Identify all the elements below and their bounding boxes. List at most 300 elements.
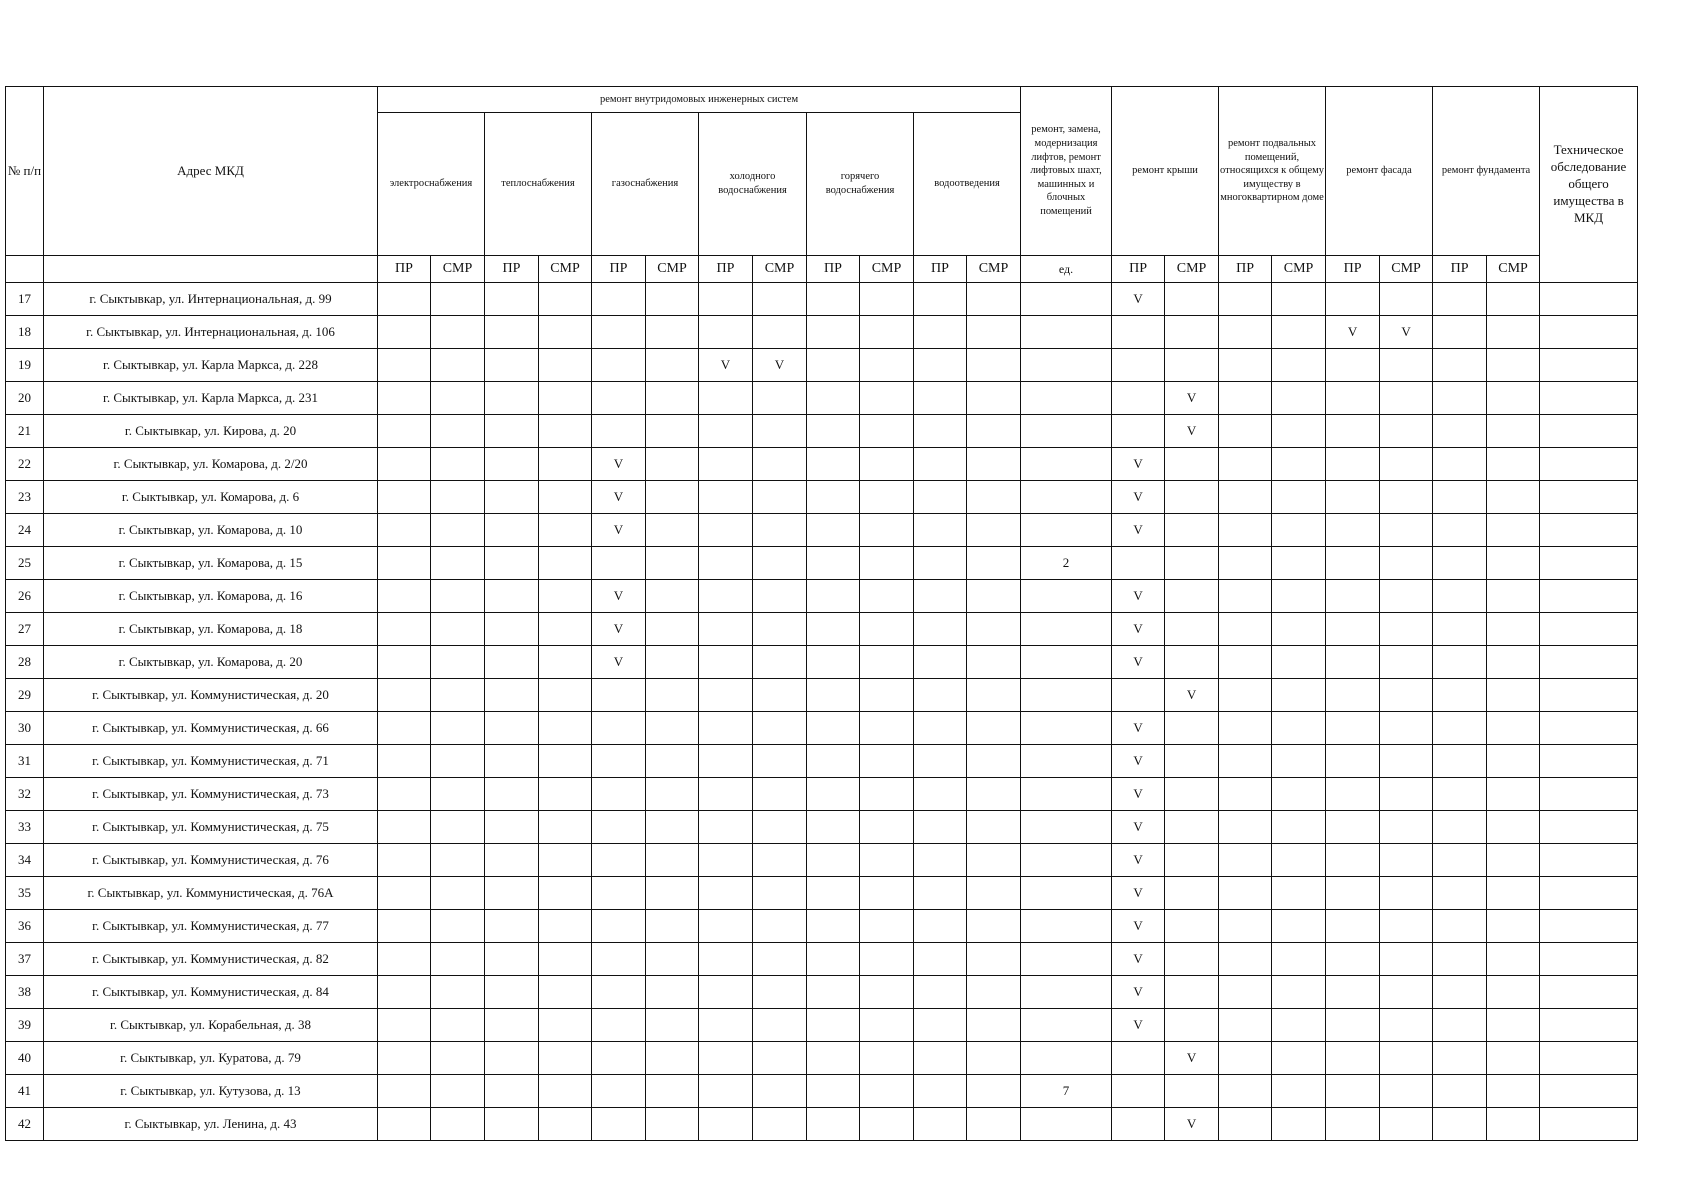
table-row — [6, 679, 1638, 712]
cell-cold-pr — [699, 679, 753, 712]
cell-heat-smr — [539, 646, 592, 679]
cell-el-pr — [378, 547, 431, 580]
cell-found-pr — [1433, 481, 1487, 514]
cell-found-pr — [1433, 1009, 1487, 1042]
cell-facade-smr — [1380, 778, 1433, 811]
cell-cold-pr — [699, 316, 753, 349]
row-address: г. Сыктывкар, ул. Комарова, д. 2/20 — [44, 448, 378, 481]
cell-lift — [1021, 745, 1112, 778]
cell-el-smr — [431, 910, 485, 943]
cell-hot-pr — [807, 679, 860, 712]
cell-gas-smr — [646, 481, 699, 514]
cell-lift — [1021, 481, 1112, 514]
cell-facade-smr — [1380, 646, 1433, 679]
cell-cold-smr — [753, 745, 807, 778]
cell-el-pr — [378, 910, 431, 943]
cell-el-pr — [378, 415, 431, 448]
cell-found-pr — [1433, 415, 1487, 448]
row-number: 19 — [6, 349, 44, 382]
cell-heat-smr — [539, 712, 592, 745]
subheader-facade-pr: ПР — [1326, 256, 1380, 283]
cell-found-pr — [1433, 778, 1487, 811]
cell-facade-smr — [1380, 877, 1433, 910]
cell-heat-smr — [539, 745, 592, 778]
cell-survey — [1540, 943, 1638, 976]
cell-cold-pr — [699, 283, 753, 316]
cell-heat-smr — [539, 349, 592, 382]
cell-roof-pr: V — [1112, 844, 1165, 877]
cell-facade-smr — [1380, 514, 1433, 547]
cell-roof-pr — [1112, 382, 1165, 415]
cell-drain-smr — [967, 943, 1021, 976]
cell-hot-smr — [860, 910, 914, 943]
cell-facade-pr — [1326, 613, 1380, 646]
subheader-drainage-smr: СМР — [967, 256, 1021, 283]
cell-roof-smr — [1165, 1009, 1219, 1042]
row-number: 33 — [6, 811, 44, 844]
cell-el-pr — [378, 778, 431, 811]
cell-heat-smr — [539, 1042, 592, 1075]
row-address: г. Сыктывкар, ул. Комарова, д. 6 — [44, 481, 378, 514]
cell-drain-pr — [914, 646, 967, 679]
cell-el-pr — [378, 1042, 431, 1075]
cell-el-smr — [431, 811, 485, 844]
cell-found-pr — [1433, 316, 1487, 349]
row-number: 18 — [6, 316, 44, 349]
subheader-hot-water-pr: ПР — [807, 256, 860, 283]
row-address: г. Сыктывкар, ул. Коммунистическая, д. 82 — [44, 943, 378, 976]
cell-drain-smr — [967, 481, 1021, 514]
cell-cold-pr — [699, 778, 753, 811]
cell-heat-smr — [539, 382, 592, 415]
cell-cold-pr — [699, 1009, 753, 1042]
subheader-roof-pr: ПР — [1112, 256, 1165, 283]
row-address: г. Сыктывкар, ул. Комарова, д. 10 — [44, 514, 378, 547]
cell-roof-smr — [1165, 349, 1219, 382]
cell-drain-smr — [967, 448, 1021, 481]
cell-heat-smr — [539, 1075, 592, 1108]
cell-gas-smr — [646, 943, 699, 976]
header-address: Адрес МКД — [44, 87, 378, 256]
cell-gas-pr — [592, 811, 646, 844]
cell-gas-pr: V — [592, 448, 646, 481]
cell-base-smr — [1272, 976, 1326, 1009]
cell-survey — [1540, 382, 1638, 415]
cell-found-pr — [1433, 745, 1487, 778]
cell-drain-pr — [914, 778, 967, 811]
cell-base-smr — [1272, 943, 1326, 976]
row-number: 42 — [6, 1108, 44, 1141]
cell-heat-smr — [539, 547, 592, 580]
cell-facade-smr — [1380, 580, 1433, 613]
header-num: № п/п — [6, 87, 44, 256]
cell-hot-smr — [860, 1075, 914, 1108]
cell-el-smr — [431, 415, 485, 448]
cell-survey — [1540, 1108, 1638, 1141]
cell-cold-smr — [753, 514, 807, 547]
cell-base-pr — [1219, 844, 1272, 877]
cell-lift — [1021, 844, 1112, 877]
subheader-foundation-pr: ПР — [1433, 256, 1487, 283]
cell-cold-smr — [753, 1009, 807, 1042]
cell-base-smr — [1272, 481, 1326, 514]
cell-el-pr — [378, 283, 431, 316]
subheader-hot-water-smr: СМР — [860, 256, 914, 283]
row-address: г. Сыктывкар, ул. Коммунистическая, д. 66 — [44, 712, 378, 745]
cell-survey — [1540, 778, 1638, 811]
cell-heat-pr — [485, 844, 539, 877]
cell-hot-smr — [860, 844, 914, 877]
cell-drain-pr — [914, 1042, 967, 1075]
cell-cold-smr — [753, 382, 807, 415]
cell-found-pr — [1433, 679, 1487, 712]
cell-base-smr — [1272, 349, 1326, 382]
cell-found-smr — [1487, 877, 1540, 910]
cell-hot-pr — [807, 382, 860, 415]
row-address: г. Сыктывкар, ул. Карла Маркса, д. 228 — [44, 349, 378, 382]
cell-base-smr — [1272, 679, 1326, 712]
cell-hot-pr — [807, 283, 860, 316]
cell-cold-smr: V — [753, 349, 807, 382]
cell-hot-smr — [860, 283, 914, 316]
cell-found-pr — [1433, 910, 1487, 943]
cell-facade-smr — [1380, 1075, 1433, 1108]
cell-el-pr — [378, 976, 431, 1009]
row-number: 41 — [6, 1075, 44, 1108]
cell-roof-smr — [1165, 316, 1219, 349]
cell-survey — [1540, 712, 1638, 745]
cell-found-smr — [1487, 283, 1540, 316]
cell-drain-smr — [967, 613, 1021, 646]
table-row — [6, 1009, 1638, 1042]
cell-base-smr — [1272, 745, 1326, 778]
cell-hot-pr — [807, 976, 860, 1009]
cell-facade-pr — [1326, 976, 1380, 1009]
cell-facade-smr — [1380, 745, 1433, 778]
cell-roof-smr — [1165, 547, 1219, 580]
cell-base-smr — [1272, 514, 1326, 547]
cell-hot-pr — [807, 778, 860, 811]
cell-survey — [1540, 877, 1638, 910]
cell-facade-smr — [1380, 712, 1433, 745]
cell-roof-pr: V — [1112, 514, 1165, 547]
subheader-gas-pr: ПР — [592, 256, 646, 283]
cell-survey — [1540, 613, 1638, 646]
cell-facade-pr — [1326, 1075, 1380, 1108]
cell-facade-pr — [1326, 778, 1380, 811]
cell-gas-smr — [646, 613, 699, 646]
cell-el-smr — [431, 514, 485, 547]
cell-gas-pr — [592, 415, 646, 448]
row-number: 23 — [6, 481, 44, 514]
cell-lift — [1021, 811, 1112, 844]
cell-cold-smr — [753, 679, 807, 712]
cell-el-smr — [431, 976, 485, 1009]
cell-base-smr — [1272, 1075, 1326, 1108]
cell-base-pr — [1219, 316, 1272, 349]
cell-drain-smr — [967, 745, 1021, 778]
row-address: г. Сыктывкар, ул. Комарова, д. 16 — [44, 580, 378, 613]
table-row — [6, 943, 1638, 976]
cell-el-smr — [431, 349, 485, 382]
cell-el-pr — [378, 448, 431, 481]
row-number: 17 — [6, 283, 44, 316]
cell-lift — [1021, 514, 1112, 547]
cell-facade-pr — [1326, 646, 1380, 679]
cell-cold-smr — [753, 811, 807, 844]
cell-roof-smr — [1165, 646, 1219, 679]
cell-gas-pr — [592, 1075, 646, 1108]
cell-gas-pr — [592, 910, 646, 943]
cell-el-pr — [378, 646, 431, 679]
cell-gas-smr — [646, 547, 699, 580]
cell-facade-pr — [1326, 679, 1380, 712]
cell-drain-smr — [967, 1042, 1021, 1075]
cell-gas-smr — [646, 778, 699, 811]
cell-cold-pr — [699, 646, 753, 679]
cell-base-smr — [1272, 1009, 1326, 1042]
cell-facade-smr — [1380, 1042, 1433, 1075]
cell-gas-pr — [592, 1009, 646, 1042]
cell-cold-pr — [699, 745, 753, 778]
cell-drain-pr — [914, 613, 967, 646]
cell-lift — [1021, 976, 1112, 1009]
cell-el-pr — [378, 1108, 431, 1141]
cell-el-smr — [431, 745, 485, 778]
cell-el-pr — [378, 745, 431, 778]
cell-lift — [1021, 382, 1112, 415]
cell-facade-pr — [1326, 877, 1380, 910]
subheader-basement-pr: ПР — [1219, 256, 1272, 283]
header-drainage: водоотведения — [914, 113, 1021, 256]
cell-base-pr — [1219, 382, 1272, 415]
cell-survey — [1540, 646, 1638, 679]
subheader-electricity-pr: ПР — [378, 256, 431, 283]
row-address: г. Сыктывкар, ул. Коммунистическая, д. 76А — [44, 877, 378, 910]
cell-gas-pr — [592, 316, 646, 349]
cell-el-pr — [378, 1075, 431, 1108]
cell-gas-smr — [646, 910, 699, 943]
cell-lift — [1021, 679, 1112, 712]
cell-lift — [1021, 415, 1112, 448]
header-internal-systems: ремонт внутридомовых инженерных систем — [378, 87, 1021, 113]
subheader-electricity-smr: СМР — [431, 256, 485, 283]
cell-base-pr — [1219, 448, 1272, 481]
cell-heat-pr — [485, 580, 539, 613]
table-row — [6, 547, 1638, 580]
cell-drain-pr — [914, 910, 967, 943]
cell-hot-pr — [807, 712, 860, 745]
cell-roof-pr: V — [1112, 976, 1165, 1009]
cell-facade-smr — [1380, 844, 1433, 877]
cell-found-smr — [1487, 1042, 1540, 1075]
cell-cold-pr — [699, 547, 753, 580]
cell-cold-pr — [699, 1075, 753, 1108]
cell-facade-smr — [1380, 481, 1433, 514]
cell-roof-pr: V — [1112, 712, 1165, 745]
cell-el-pr — [378, 349, 431, 382]
cell-heat-pr — [485, 613, 539, 646]
cell-cold-pr — [699, 844, 753, 877]
cell-gas-smr — [646, 976, 699, 1009]
cell-el-pr — [378, 481, 431, 514]
cell-drain-pr — [914, 877, 967, 910]
cell-facade-smr — [1380, 811, 1433, 844]
cell-heat-pr — [485, 646, 539, 679]
cell-facade-pr — [1326, 1108, 1380, 1141]
cell-found-pr — [1433, 382, 1487, 415]
cell-gas-pr: V — [592, 580, 646, 613]
cell-roof-pr: V — [1112, 1009, 1165, 1042]
cell-lift — [1021, 910, 1112, 943]
cell-base-pr — [1219, 976, 1272, 1009]
cell-roof-pr: V — [1112, 943, 1165, 976]
cell-hot-pr — [807, 1108, 860, 1141]
cell-base-smr — [1272, 646, 1326, 679]
cell-roof-pr — [1112, 1042, 1165, 1075]
cell-drain-pr — [914, 1108, 967, 1141]
cell-survey — [1540, 547, 1638, 580]
cell-el-smr — [431, 646, 485, 679]
row-number: 37 — [6, 943, 44, 976]
cell-survey — [1540, 910, 1638, 943]
subheader-basement-smr: СМР — [1272, 256, 1326, 283]
row-address: г. Сыктывкар, ул. Интернациональная, д. 99 — [44, 283, 378, 316]
cell-cold-smr — [753, 943, 807, 976]
cell-el-smr — [431, 283, 485, 316]
cell-roof-smr — [1165, 910, 1219, 943]
cell-facade-smr — [1380, 910, 1433, 943]
header-survey: Техническое обследование общего имущества в МКД — [1540, 87, 1638, 283]
cell-drain-smr — [967, 910, 1021, 943]
cell-facade-smr — [1380, 448, 1433, 481]
cell-hot-pr — [807, 1009, 860, 1042]
cell-facade-pr — [1326, 547, 1380, 580]
cell-found-smr — [1487, 481, 1540, 514]
cell-gas-smr — [646, 382, 699, 415]
cell-found-smr — [1487, 778, 1540, 811]
cell-gas-smr — [646, 712, 699, 745]
cell-found-pr — [1433, 877, 1487, 910]
cell-found-pr — [1433, 283, 1487, 316]
cell-hot-smr — [860, 712, 914, 745]
cell-found-smr — [1487, 976, 1540, 1009]
cell-base-pr — [1219, 283, 1272, 316]
cell-hot-pr — [807, 613, 860, 646]
table-row — [6, 349, 1638, 382]
cell-found-pr — [1433, 1075, 1487, 1108]
cell-el-smr — [431, 778, 485, 811]
cell-cold-smr — [753, 613, 807, 646]
cell-el-pr — [378, 1009, 431, 1042]
cell-hot-pr — [807, 1075, 860, 1108]
table-row — [6, 514, 1638, 547]
cell-roof-pr: V — [1112, 778, 1165, 811]
cell-drain-pr — [914, 580, 967, 613]
cell-drain-pr — [914, 712, 967, 745]
cell-gas-smr — [646, 1108, 699, 1141]
cell-facade-smr — [1380, 382, 1433, 415]
row-number: 22 — [6, 448, 44, 481]
cell-base-smr — [1272, 877, 1326, 910]
cell-heat-pr — [485, 877, 539, 910]
row-address: г. Сыктывкар, ул. Комарова, д. 18 — [44, 613, 378, 646]
cell-facade-pr — [1326, 382, 1380, 415]
cell-base-smr — [1272, 1108, 1326, 1141]
cell-drain-pr — [914, 976, 967, 1009]
cell-base-pr — [1219, 778, 1272, 811]
cell-el-smr — [431, 877, 485, 910]
cell-cold-pr — [699, 976, 753, 1009]
cell-base-pr — [1219, 943, 1272, 976]
cell-roof-smr — [1165, 1075, 1219, 1108]
cell-base-smr — [1272, 778, 1326, 811]
cell-found-smr — [1487, 514, 1540, 547]
cell-base-smr — [1272, 415, 1326, 448]
row-number: 40 — [6, 1042, 44, 1075]
table-row — [6, 712, 1638, 745]
cell-el-pr — [378, 679, 431, 712]
cell-drain-smr — [967, 547, 1021, 580]
cell-found-pr — [1433, 1042, 1487, 1075]
cell-gas-smr — [646, 316, 699, 349]
row-number: 35 — [6, 877, 44, 910]
cell-cold-smr — [753, 778, 807, 811]
header-hot-water: горячего водоснабжения — [807, 113, 914, 256]
cell-survey — [1540, 415, 1638, 448]
cell-heat-smr — [539, 580, 592, 613]
cell-heat-smr — [539, 976, 592, 1009]
cell-found-smr — [1487, 349, 1540, 382]
cell-heat-smr — [539, 844, 592, 877]
cell-hot-pr — [807, 745, 860, 778]
header-facade: ремонт фасада — [1326, 87, 1433, 256]
cell-base-smr — [1272, 910, 1326, 943]
table-row — [6, 844, 1638, 877]
table-row — [6, 580, 1638, 613]
cell-gas-pr — [592, 712, 646, 745]
cell-heat-pr — [485, 283, 539, 316]
cell-heat-pr — [485, 316, 539, 349]
cell-hot-pr — [807, 349, 860, 382]
table-row — [6, 976, 1638, 1009]
cell-hot-pr — [807, 316, 860, 349]
cell-roof-pr: V — [1112, 646, 1165, 679]
cell-heat-pr — [485, 1075, 539, 1108]
cell-cold-smr — [753, 1042, 807, 1075]
cell-base-smr — [1272, 283, 1326, 316]
cell-facade-smr — [1380, 349, 1433, 382]
cell-roof-smr — [1165, 943, 1219, 976]
table-row — [6, 415, 1638, 448]
cell-el-smr — [431, 1075, 485, 1108]
header-basement: ремонт подвальных помещений, относящихся к общему имуществу в многоквартирном доме — [1219, 87, 1326, 256]
cell-hot-pr — [807, 844, 860, 877]
cell-drain-smr — [967, 514, 1021, 547]
cell-drain-smr — [967, 877, 1021, 910]
cell-el-smr — [431, 547, 485, 580]
cell-cold-pr — [699, 712, 753, 745]
cell-heat-pr — [485, 910, 539, 943]
header-gas: газоснабжения — [592, 113, 699, 256]
cell-heat-pr — [485, 712, 539, 745]
cell-survey — [1540, 1009, 1638, 1042]
capital-repair-table — [5, 86, 1638, 1141]
cell-drain-pr — [914, 415, 967, 448]
cell-drain-smr — [967, 712, 1021, 745]
cell-hot-smr — [860, 1042, 914, 1075]
subheader-cold-water-pr: ПР — [699, 256, 753, 283]
